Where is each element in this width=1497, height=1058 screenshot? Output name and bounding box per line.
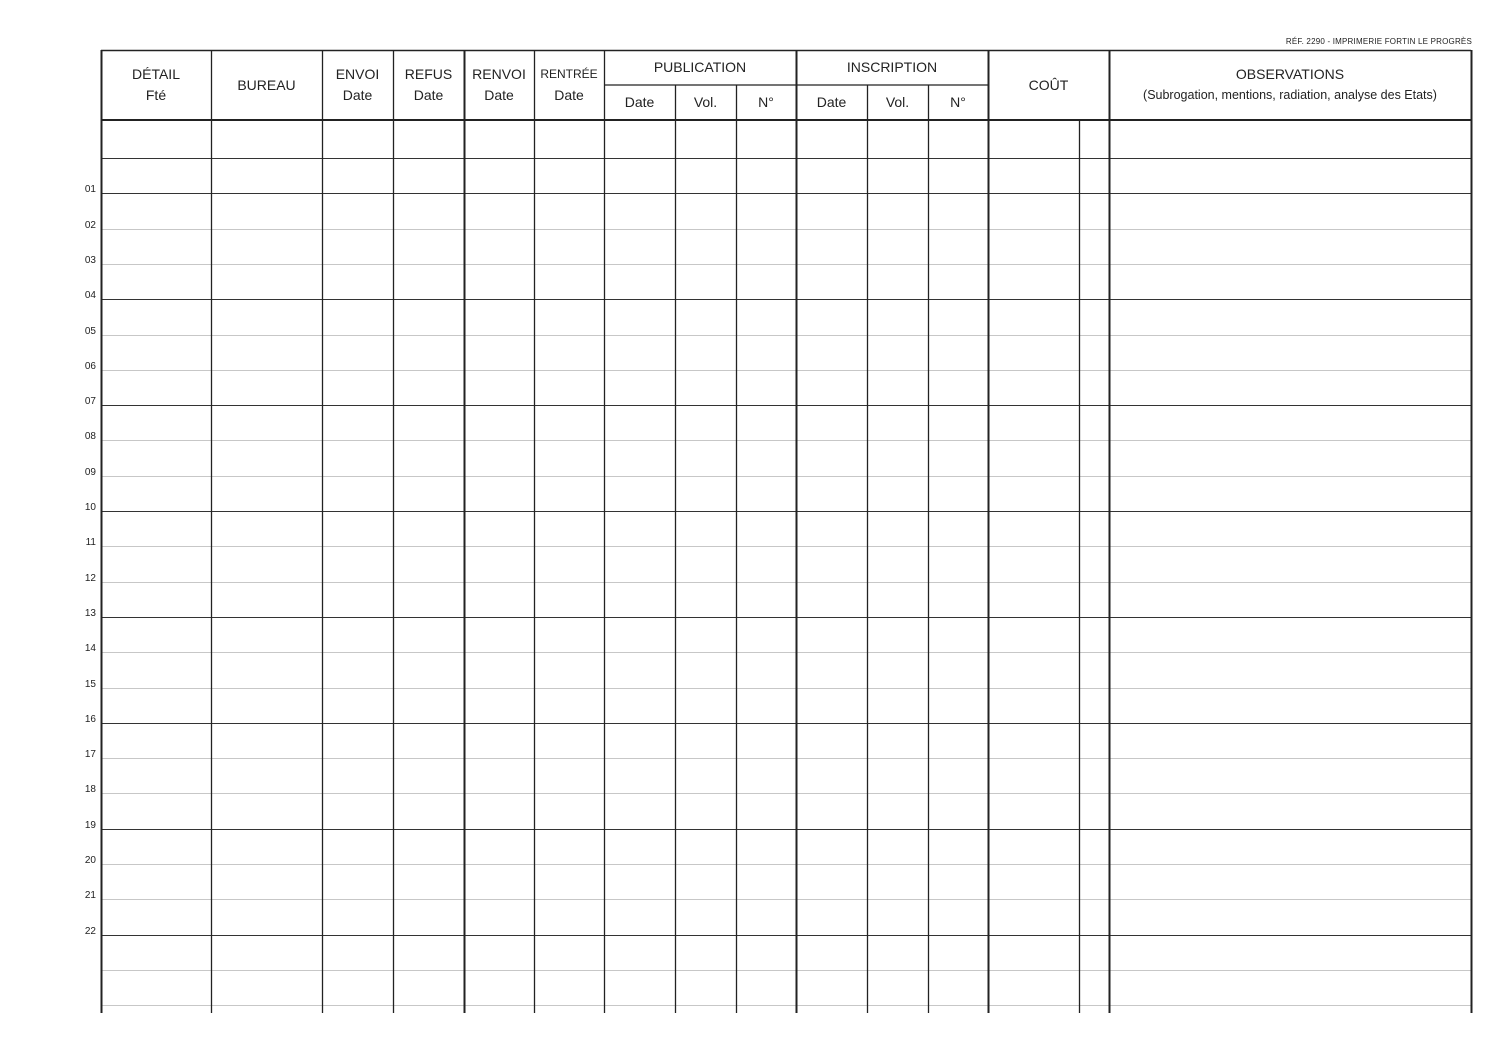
header-inscription-num: N° [950, 94, 966, 110]
row-number: 05 [84, 325, 96, 337]
header-renvoi-line1: RENVOI [472, 66, 526, 82]
header-refus-line1: REFUS [404, 66, 453, 82]
header-inscription-vol: Vol. [885, 94, 910, 110]
header-detail [101, 64, 211, 106]
row-number: 20 [84, 855, 96, 866]
row-number: 19 [84, 819, 96, 831]
row-number: 21 [84, 890, 96, 902]
row-number: 08 [84, 431, 96, 443]
row-number: 22 [84, 925, 96, 937]
header-publication-title: PUBLICATION [653, 59, 747, 75]
row-number: 14 [84, 643, 96, 655]
header-observations-title: OBSERVATIONS [1235, 66, 1345, 82]
row-number: 09 [84, 466, 96, 478]
row-number: 04 [84, 290, 96, 302]
row-number: 12 [84, 572, 96, 584]
header-detail-line1: DÉTAIL [132, 66, 180, 82]
header-publication-num: N° [758, 94, 774, 110]
header-bureau: BUREAU [237, 77, 296, 93]
header-inscription-title: INSCRIPTION [846, 59, 938, 75]
header-observations-subtitle: (Subrogation, mentions, radiation, analyse des Etats) [1143, 88, 1437, 102]
row-number: 01 [84, 184, 96, 196]
header-detail-line2: Fté [145, 87, 167, 103]
header-envoi-line2: Date [342, 87, 373, 103]
header-rentree [534, 64, 604, 106]
printer-reference: RÉF. 2290 - IMPRIMERIE FORTIN LE PROGRÈS [1285, 37, 1472, 46]
header-inscription-date: Date [816, 94, 847, 110]
row-number: 02 [84, 219, 96, 231]
row-number: 18 [84, 784, 96, 796]
header-publication-date: Date [624, 94, 655, 110]
row-number: 03 [84, 254, 96, 266]
header-rentree-line1: RENTRÉE [540, 67, 598, 81]
header-cout: COÛT [1028, 77, 1069, 93]
row-number: 15 [84, 678, 96, 690]
header-observations [1109, 64, 1471, 106]
header-renvoi [464, 64, 534, 106]
header-publication-vol: Vol. [693, 94, 718, 110]
row-number: 17 [84, 749, 96, 761]
header-envoi-line1: ENVOI [335, 66, 380, 82]
row-number: 13 [84, 607, 96, 619]
row-number: 16 [84, 713, 96, 725]
header-envoi [322, 64, 393, 106]
header-refus-line2: Date [413, 87, 444, 103]
header-refus [393, 64, 464, 106]
row-number: 06 [84, 360, 96, 372]
row-number: 10 [84, 502, 96, 513]
header-rentree-line2: Date [554, 87, 584, 103]
row-number: 11 [85, 537, 96, 549]
header-renvoi-line2: Date [484, 87, 514, 103]
row-number: 07 [84, 396, 96, 408]
